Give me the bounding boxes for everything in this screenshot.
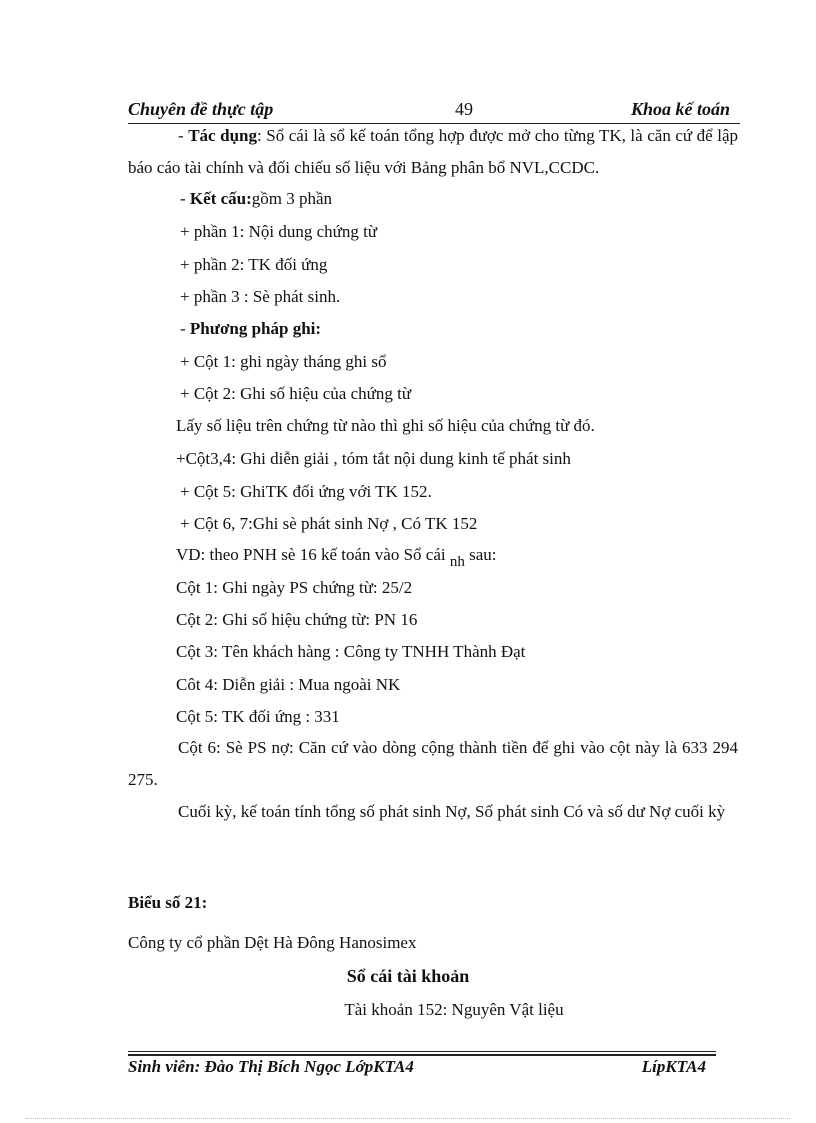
footer-student: Sinh viên: Đào Thị Bích Ngọc LớpKTA4 bbox=[128, 1057, 414, 1076]
page-footer bbox=[128, 1051, 716, 1091]
account-title: Tài khoản 152: Nguyên Vật liệu bbox=[344, 1000, 564, 1019]
page-number: 49 bbox=[455, 99, 473, 119]
ledger-title: Sổ cái tài khoản bbox=[346, 966, 470, 986]
tac-dung-label: Tác dụng bbox=[188, 126, 257, 145]
example-text: VD: theo PNH sè 16 kế toán vào Sổ cái bbox=[176, 545, 446, 564]
ket-cau-prefix: - bbox=[180, 189, 190, 208]
col-1-line: + Cột 1: ghi ngày tháng ghi sổ bbox=[180, 352, 387, 371]
example-subscript: nh bbox=[449, 554, 465, 570]
footer-class: LípKTA4 bbox=[641, 1057, 706, 1076]
cot-3-line: Cột 3: Tên khách hàng : Công ty TNHH Thành Đạt bbox=[176, 642, 526, 661]
tac-dung-text: : Sổ cái là sổ kế toán tổng hợp được mở cho từng TK, là căn cứ để lập báo cáo tài chính và đối chiếu số liệu với Bảng phân bổ NVL,CCDC. bbox=[128, 126, 739, 177]
header-department: Khoa kế toán bbox=[630, 99, 730, 119]
phuong-phap-prefix: - bbox=[180, 319, 190, 338]
company-name: Công ty cổ phần Dệt Hà Đông Hanosimex bbox=[128, 933, 417, 952]
cot-5-line: Cột 5: TK đối ứng : 331 bbox=[176, 707, 340, 726]
part-3-line: + phần 3 : Sè phát sinh. bbox=[180, 287, 341, 306]
cot-4-line: Côt 4: Diễn giải : Mua ngoài NK bbox=[176, 675, 401, 694]
cot-6-paragraph: Cột 6: Sè PS nợ: Căn cứ vào dòng cộng thành tiền để ghi vào cột này là 633 294 275. bbox=[128, 738, 738, 789]
phuong-phap-label: Phương pháp ghi: bbox=[189, 319, 322, 338]
ket-cau-line bbox=[180, 188, 332, 210]
ket-cau-label: Kết cấu: bbox=[189, 189, 252, 208]
example-line bbox=[176, 544, 497, 570]
footer-rule-thin bbox=[128, 1051, 716, 1052]
page-bottom-divider bbox=[26, 1118, 790, 1119]
cot-1-line: Cột 1: Ghi ngày PS chứng từ: 25/2 bbox=[176, 578, 413, 597]
footer-rule-thick bbox=[128, 1054, 716, 1056]
col-2-line: + Cột 2: Ghi số hiệu của chứng từ bbox=[180, 384, 412, 403]
end-period-paragraph: Cuối kỳ, kế toán tính tổng số phát sinh Nợ, Số phát sinh Có và số dư Nợ cuối kỳ bbox=[178, 802, 726, 821]
ket-cau-text: gồm 3 phần bbox=[251, 189, 333, 208]
col-67-line: + Cột 6, 7:Ghi sè phát sinh Nợ , Có TK 152 bbox=[180, 514, 478, 533]
take-line: Lấy số liệu trên chứng từ nào thì ghi số hiệu của chứng từ đó. bbox=[176, 416, 595, 435]
header-title: Chuyên đề thực tập bbox=[128, 99, 274, 119]
cot-2-line: Cột 2: Ghi số hiệu chứng từ: PN 16 bbox=[176, 610, 418, 629]
col-5-line: + Cột 5: GhiTK đối ứng với TK 152. bbox=[180, 482, 432, 501]
part-2-line: + phần 2: TK đối ứng bbox=[180, 255, 328, 274]
paragraph-tac-dung: - Tác dụng: Sổ cái là sổ kế toán tổng hợp được mở cho từng TK, là căn cứ để lập báo cáo tài chính và đối chiếu số liệu với Bảng phân bổ NVL,CCDC. bbox=[128, 126, 739, 177]
col-34-line: +Cột3,4: Ghi diễn giải , tóm tắt nội dung kinh tế phát sinh bbox=[176, 449, 571, 468]
example-tail: sau: bbox=[469, 545, 497, 564]
phuong-phap-line bbox=[180, 318, 321, 340]
bieu-so-label: Biểu số 21: bbox=[128, 893, 208, 912]
part-1-line: + phần 1: Nội dung chứng từ bbox=[180, 222, 378, 241]
